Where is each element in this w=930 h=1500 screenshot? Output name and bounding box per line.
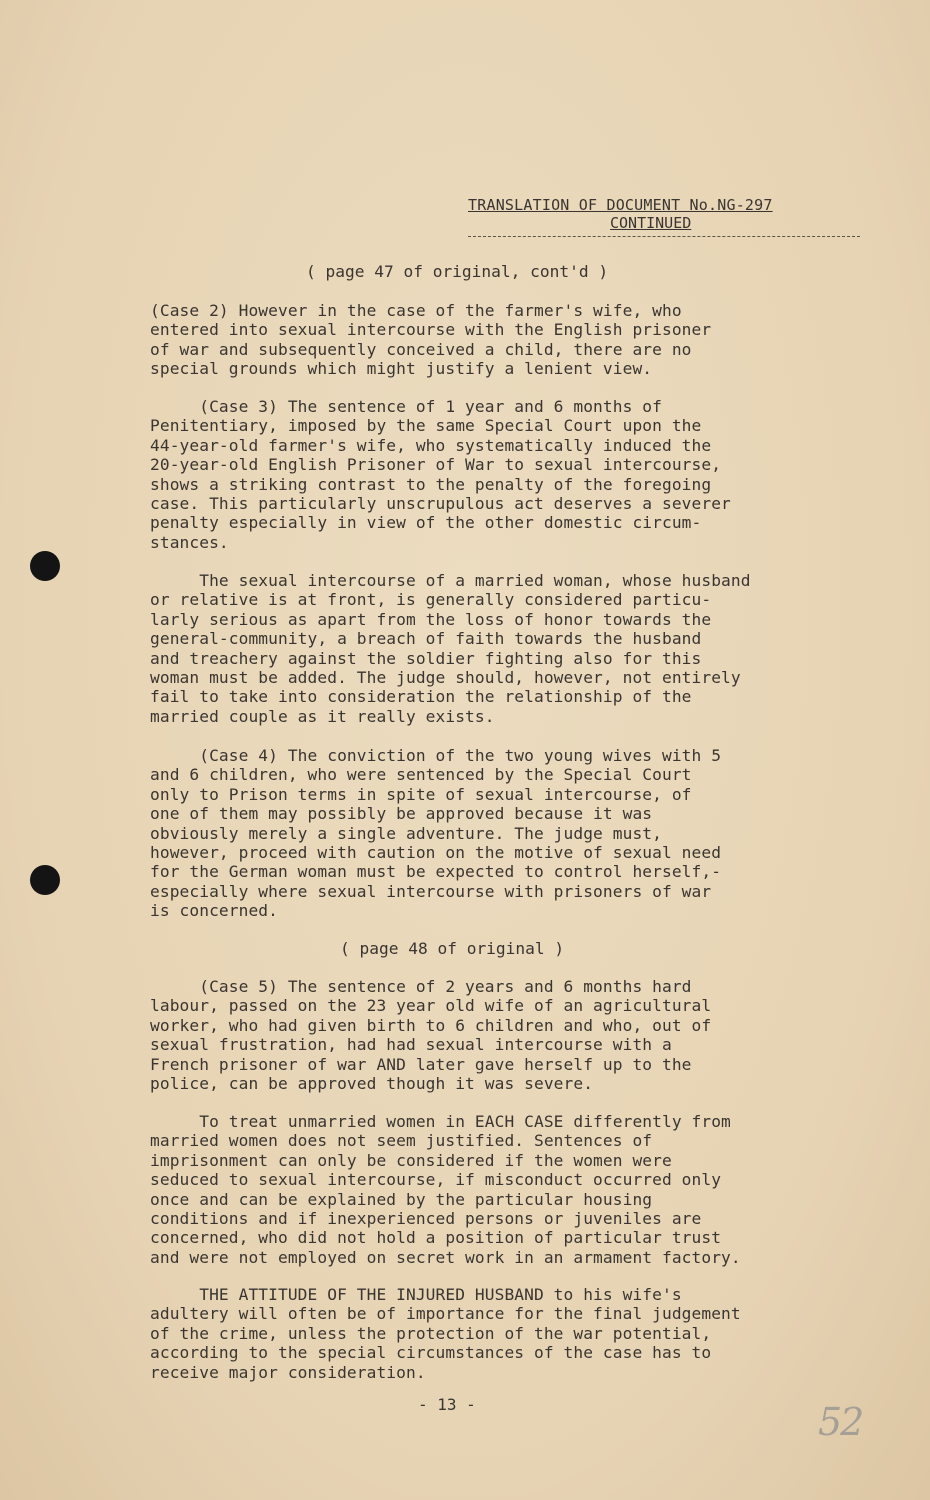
paragraph-case-4: (Case 4) The conviction of the two young wives with 5 and 6 children, who were sentenced by the Special Court only to Prison terms in spite of sexual intercourse, of one of them may possibly be approved because it was obviously merely a single adventure. The judge must, however, proceed with caution on the motive of sexual need for the German woman must be expected to control herself,- especially where sexual intercourse with prisoners of war is concerned. bbox=[150, 746, 722, 921]
paragraph-married-woman: The sexual intercourse of a married woman, whose husband or relative is at front, is generally considered particu- larly serious as apart from the loss of honor towards the general-community, a breach of faith towards the husband and treachery against the soldier fighting also for this woman must be added. The judge should, however, not entirely fail to take into consideration the relationship of the married couple as it really exists. bbox=[150, 571, 751, 726]
header-title: TRANSLATION OF DOCUMENT No.NG-297 bbox=[468, 196, 773, 214]
document-header bbox=[468, 196, 860, 237]
header-continued: CONTINUED bbox=[610, 214, 692, 232]
header-rule bbox=[468, 236, 860, 237]
handwritten-page-number: 52 bbox=[818, 1400, 863, 1444]
paragraph-case-5: (Case 5) The sentence of 2 years and 6 months hard labour, passed on the 23 year old wife of an agricultural worker, who had given birth to 6 children and who, out of sexual frustration, had had sexual intercourse with a French prisoner of war AND later gave herself up to the police, can be approved though it was severe. bbox=[150, 977, 712, 1094]
paragraph-unmarried-women: To treat unmarried women in EACH CASE differently from married women does not seem justified. Sentences of imprisonment can only be considered if the women were seduced to sexual intercourse, if misconduct occurred only once and can be explained by the particular housing conditions and if inexperienced persons or juveniles are concerned, who did not hold a position of particular trust and were not employed on secret work in an armament factory. bbox=[150, 1112, 741, 1267]
paragraph-case-2: (Case 2) However in the case of the farmer's wife, who entered into sexual intercourse with the English prisoner of war and subsequently conceived a child, there are no special grounds which might justify a lenient view. bbox=[150, 301, 712, 379]
page-number: - 13 - bbox=[418, 1395, 476, 1414]
punch-hole-upper bbox=[30, 551, 60, 581]
page-47-marker: ( page 47 of original, cont'd ) bbox=[306, 262, 609, 281]
paragraph-injured-husband: THE ATTITUDE OF THE INJURED HUSBAND to his wife's adultery will often be of importance for the final judgement of the crime, unless the protection of the war potential, according to the special circumstances of the case has to receive major consideration. bbox=[150, 1285, 741, 1382]
punch-hole-lower bbox=[30, 865, 60, 895]
page-48-marker: ( page 48 of original ) bbox=[340, 939, 565, 958]
paragraph-case-3: (Case 3) The sentence of 1 year and 6 months of Penitentiary, imposed by the same Special Court upon the 44-year-old farmer's wife, who systematically induced the 20-year-old English Prisoner of War to sexual intercourse, shows a striking contrast to the penalty of the foregoing case. This particularly unscrupulous act deserves a severer penalty especially in view of the other domestic circum- stances. bbox=[150, 397, 731, 552]
